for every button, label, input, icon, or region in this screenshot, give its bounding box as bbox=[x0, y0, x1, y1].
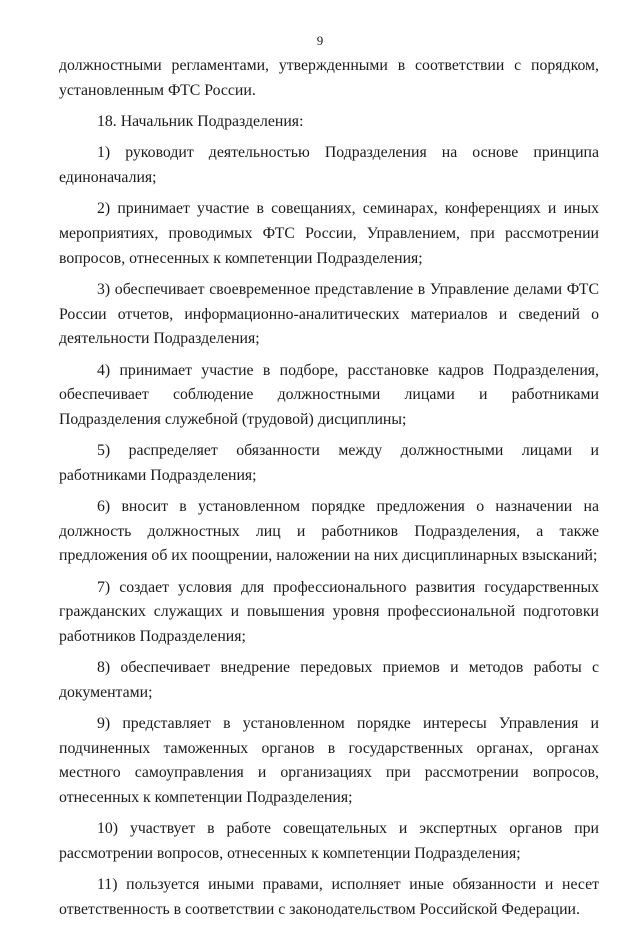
list-item-2: 2) принимает участие в совещаниях, семинарах, конференциях и иных мероприятиях, проводимых ФТС России, Управлением, при рассмотрении вопросов, отнесенных к компетенции Подразделения; bbox=[59, 200, 599, 267]
document-body bbox=[59, 54, 599, 929]
list-item-10: 10) участвует в работе совещательных и экспертных органов при рассмотрении вопросов, отнесенных к компетенции Подразделения; bbox=[59, 820, 599, 862]
section-heading-18: 18. Начальник Подразделения: bbox=[97, 112, 304, 130]
list-item-1: 1) руководит деятельностью Подразделения на основе принципа единоначалия; bbox=[59, 144, 599, 186]
list-item-11: 11) пользуется иными правами, исполняет иные обязанности и несет ответственность в соответствии с законодательством Российской Федерации. bbox=[59, 876, 599, 918]
paragraph-continuation: должностными регламентами, утвержденными в соответствии с порядком, установленным ФТС России. bbox=[59, 57, 599, 99]
list-item-5: 5) распределяет обязанности между должностными лицами и работниками Подразделения; bbox=[59, 442, 599, 484]
list-item-7: 7) создает условия для профессионального развития государственных гражданских служащих и повышения уровня профессиональной подготовки работников Подразделения; bbox=[59, 578, 599, 645]
list-item-3: 3) обеспечивает своевременное представление в Управление делами ФТС России отчетов, информационно-аналитических материалов и сведений о деятельности Подразделения; bbox=[59, 280, 599, 348]
list-item-6: 6) вносит в установленном порядке предложения о назначении на должность должностных лиц и работников Подразделения, а также предложения об их поощрении, наложении на них дисциплинарных взысканий; bbox=[59, 498, 599, 565]
list-item-4: 4) принимает участие в подборе, расстановке кадров Подразделения, обеспечивает соблюдение должностными лицами и работниками Подразделения служебной (трудовой) дисциплины; bbox=[59, 361, 599, 428]
list-item-9: 9) представляет в установленном порядке интересы Управления и подчиненных таможенных органов в государственных органах, органах местного самоуправления и организациях при рассмотрении вопросов, отнесенных к компетенции Подразделения; bbox=[59, 715, 599, 806]
list-item-8: 8) обеспечивает внедрение передовых приемов и методов работы с документами; bbox=[59, 659, 599, 701]
page-number: 9 bbox=[316, 33, 324, 48]
